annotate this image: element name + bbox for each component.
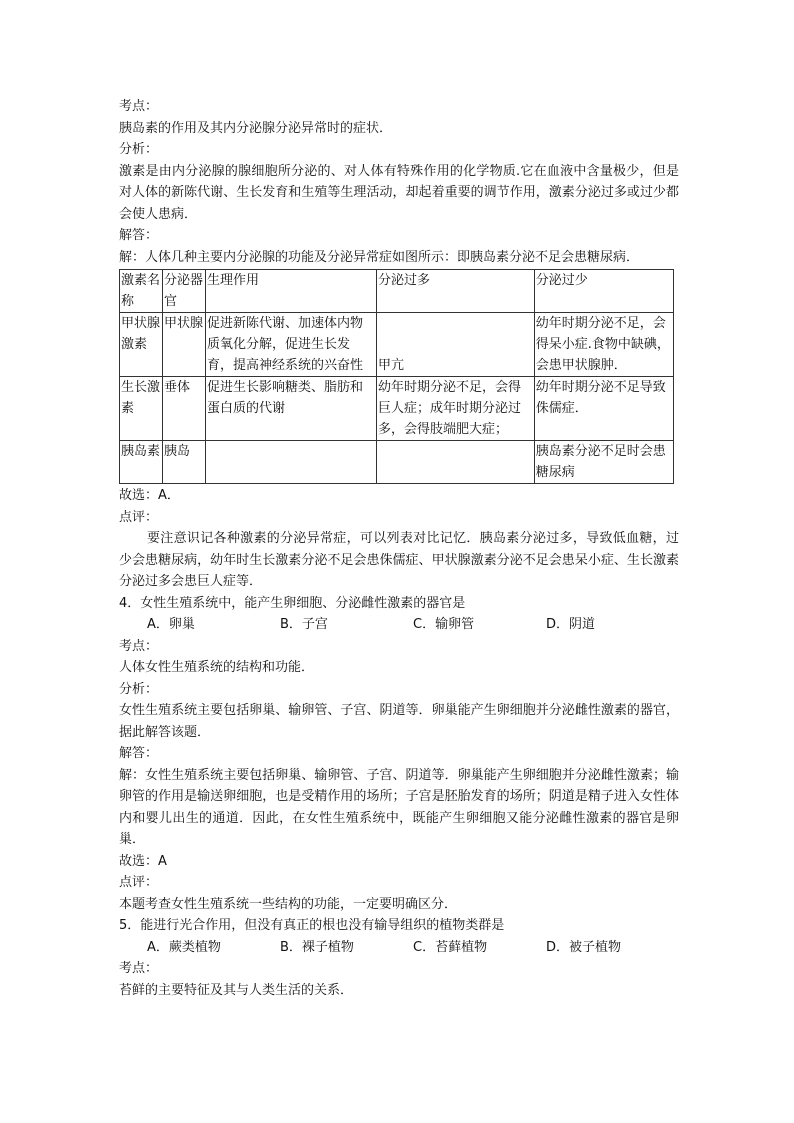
table-row <box>120 441 674 484</box>
table-cell <box>206 441 377 484</box>
q4-fenxi-text: 女性生殖系统主要包括卵巢、输卵管、子宫、阴道等．卵巢能产生卵细胞并分泌雌性激素的器官，据此解答该题． <box>119 703 679 740</box>
table-cell: 甲亢 <box>377 313 535 377</box>
q5-option-a: A．蕨类植物 <box>147 939 221 955</box>
q5-stem: 5．能进行光合作用，但没有真正的根也没有输导组织的植物类群是 <box>119 918 505 933</box>
q4-dianping-text: 本题考查女性生殖系统一些结构的功能，一定要明确区分． <box>119 896 458 912</box>
table-cell: 胰岛素 <box>120 441 163 484</box>
q4-dianping-label: 点评： <box>119 875 159 890</box>
table-header-cell: 分泌过少 <box>534 270 673 313</box>
q5-option-b: B．裸子植物 <box>280 939 354 955</box>
table-cell: 垂体 <box>163 377 206 441</box>
table-cell: 胰岛素分泌不足时会患糖尿病 <box>534 441 673 484</box>
table-header-cell: 生理作用 <box>206 270 377 313</box>
q4-fenxi-label: 分析： <box>119 681 159 697</box>
q4-stem: 4．女性生殖系统中，能产生卵细胞、分泌雌性激素的器官是 <box>119 595 466 611</box>
table-cell: 幼年时期分泌不足，会得呆小症.食物中缺碘，会患甲状腺肿． <box>534 313 673 377</box>
table-cell: 促进新陈代谢、加速体内物质氧化分解，促进生长发育，提高神经系统的兴奋性 <box>206 313 377 377</box>
table-cell: 生长激素 <box>120 377 163 441</box>
q5-kaodian-text: 苔鲜的主要特征及其与人类生活的关系． <box>119 982 354 998</box>
table-cell <box>377 441 535 484</box>
q3-dianping-label: 点评： <box>119 509 159 525</box>
q5-options <box>119 937 679 959</box>
q4-answer: 故选：A <box>119 853 167 869</box>
q3-fenxi-label: 分析： <box>119 142 159 157</box>
table-header-cell: 分泌过多 <box>377 270 535 313</box>
q3-dianping-text: 要注意识记各种激素的分泌异常症，可以列表对比记忆．胰岛素分泌过多，导致低血糖，过少会患糖尿病，幼年时生长激素分泌不足会患侏儒症、甲状腺激素分泌不足会患呆小症、生长激素分泌过多会患巨人症等． <box>119 531 679 589</box>
table-row <box>120 313 674 377</box>
q4-jieda-label: 解答： <box>119 746 159 761</box>
q3-jieda-text: 解：人体几种主要内分泌腺的功能及分泌异常症如图所示：即胰岛素分泌不足会患糖尿病． <box>119 249 640 265</box>
hormone-table <box>119 269 674 484</box>
table-cell: 幼年时期分泌不足，会得巨人症；成年时期分泌过多，会得肢端肥大症； <box>377 377 535 441</box>
q3-jieda-label: 解答： <box>119 228 159 243</box>
q3-kaodian-label: 考点： <box>119 99 159 114</box>
q4-jieda-text: 解：女性生殖系统主要包括卵巢、输卵管、子宫、阴道等．卵巢能产生卵细胞并分泌雌性激素；输卵管的作用是输送卵细胞，也是受精作用的场所；子宫是胚胎发育的场所；阴道是精子进入女性体内和婴儿出生的通道．因此，在女性生殖系统中，既能产生卵细胞又能分泌雌性激素的器官是卵巢． <box>119 767 679 847</box>
q4-option-b: B．子宫 <box>280 617 328 632</box>
q4-option-a: A．卵巢 <box>147 617 195 632</box>
q5-option-d: D．被子植物 <box>546 939 622 955</box>
q4-option-c: C．输卵管 <box>413 617 475 632</box>
table-header-cell: 分泌器官 <box>163 270 206 313</box>
table-cell: 甲状腺激素 <box>120 313 163 377</box>
q4-kaodian-label: 考点： <box>119 638 159 654</box>
q5-option-c: C．苔藓植物 <box>413 939 488 955</box>
table-cell: 胰岛 <box>163 441 206 484</box>
table-cell: 促进生长影响糖类、脂肪和蛋白质的代谢 <box>206 377 377 441</box>
table-row <box>120 377 674 441</box>
q4-option-d: D．阴道 <box>546 617 596 632</box>
document-page <box>119 96 679 1001</box>
table-cell: 幼年时期分泌不足导致侏儒症． <box>534 377 673 441</box>
table-cell: 甲状腺 <box>163 313 206 377</box>
q3-fenxi-text: 激素是由内分泌腺的腺细胞所分泌的、对人体有特殊作用的化学物质.它在血液中含量极少，但是对人体的新陈代谢、生长发育和生殖等生理活动，却起着重要的调节作用，激素分泌过多或过少都会使人患病． <box>119 163 679 222</box>
table-header-row <box>120 270 674 313</box>
q3-answer: 故选：A． <box>119 488 180 503</box>
q4-kaodian-text: 人体女性生殖系统的结构和功能． <box>119 660 315 675</box>
q5-kaodian-label: 考点： <box>119 961 159 976</box>
table-header-cell: 激素名称 <box>120 270 163 313</box>
q4-options <box>119 614 679 636</box>
q3-kaodian-text: 胰岛素的作用及其内分泌腺分泌异常时的症状． <box>119 120 393 136</box>
